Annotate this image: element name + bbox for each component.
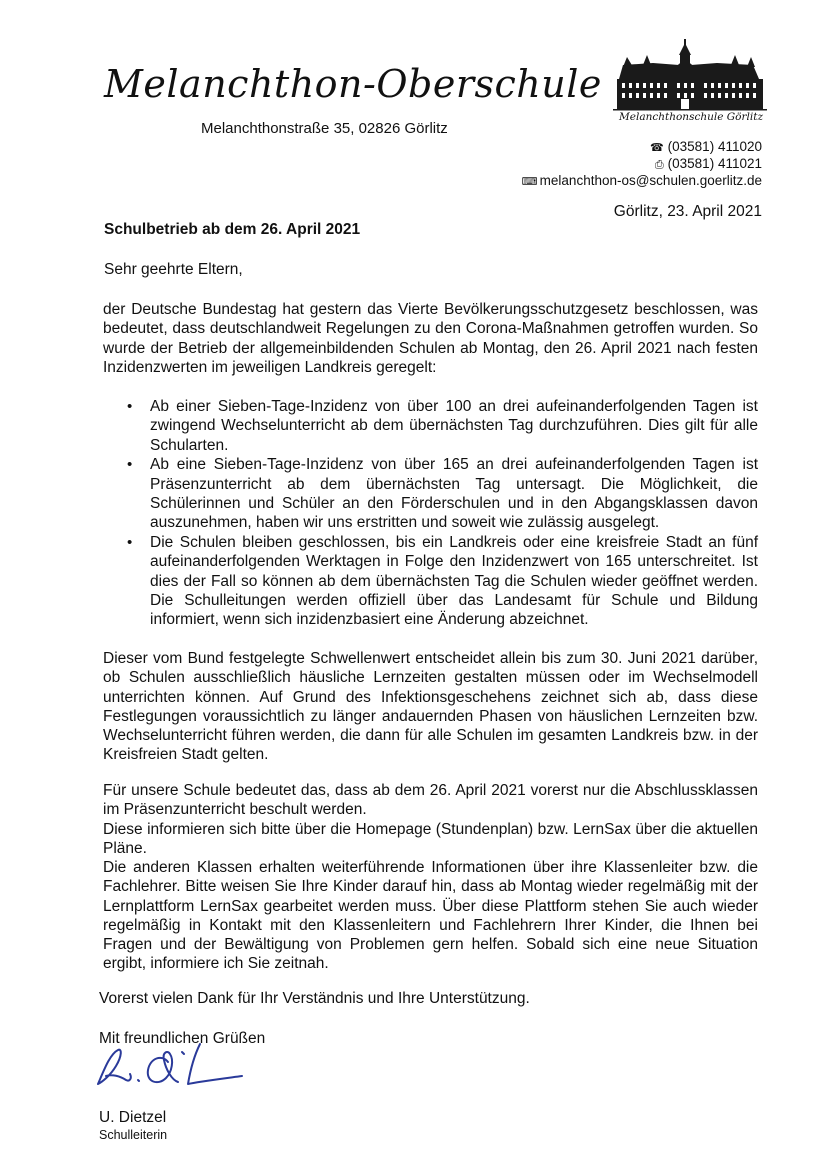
email-line	[522, 173, 762, 188]
logo-caption: Melanchthonschule Görlitz	[619, 111, 763, 123]
paragraph-school-2: Diese informieren sich bitte über die Homepage (Stundenplan) bzw. LernSax über die aktuellen Pläne.	[103, 821, 758, 858]
handwritten-signature	[92, 1040, 252, 1092]
letter-date: Görlitz, 23. April 2021	[613, 203, 762, 220]
list-item: • Ab eine Sieben-Tage-Inzidenz von über 165 an drei aufeinanderfolgenden Tagen ist Präsenzunterricht ab dem übernächsten Tag untersagt. Die Möglichkeit, die Schülerinnen und Schüler an den Förderschulen und in den Abgangsklassen davon auszunehmen, haben wir uns erstritten und soweit wie zulässig ausgelegt.	[127, 456, 758, 532]
email-icon: ⌨	[521, 176, 538, 188]
bullet-icon: •	[127, 398, 133, 415]
list-item: • Ab einer Sieben-Tage-Inzidenz von über 100 an drei aufeinanderfolgenden Tagen ist zwingend Wechselunterricht ab dem übernächsten Tag durchzuführen. Dies gilt für alle Schularten.	[127, 398, 758, 454]
phone-icon: ☎	[649, 142, 664, 154]
signer-role: Schulleiterin	[99, 1128, 168, 1142]
bullet-icon: •	[127, 533, 133, 551]
school-address: Melanchthonstraße 35, 02826 Görlitz	[201, 120, 448, 137]
letter-subject: Schulbetrieb ab dem 26. April 2021	[104, 221, 361, 238]
signer-name: U. Dietzel	[99, 1109, 167, 1126]
fax-line	[650, 156, 762, 172]
bullet-icon: •	[127, 456, 133, 474]
closing-thanks: Vorerst vielen Dank für Ihr Verständnis und Ihre Unterstützung.	[99, 990, 530, 1007]
list-item: • Die Schulen bleiben geschlossen, bis ein Landkreis oder eine kreisfreie Stadt an fünf aufeinanderfolgenden Werktagen in Folge den Inzidenzwert von 165 unterschreitet. Ist dies der Fall so können ab dem übernächsten Tag die Schulen wieder geöffnet werden. Die Schulleitungen werden offiziell über das Landesamt für Schule und Bildung informiert, wenn sich inzidenzbasiert eine Änderung abzeichnet.	[127, 533, 758, 629]
email-address: melanchthon-os@schulen.goerlitz.de	[539, 173, 762, 188]
phone-number: (03581) 411020	[667, 139, 762, 154]
fax-icon: ⎙	[654, 159, 664, 171]
paragraph-school-3: Die anderen Klassen erhalten weiterführende Informationen über ihre Klassenleiter bzw. die Fachlehrer. Bitte weisen Sie Ihre Kinder darauf hin, dass ab Montag wieder regelmäßig mit der Lernplattform LernSax gearbeitet werden muss. Über diese Plattform stehen Sie auch wieder regelmäßig in Kontakt mit den Klassenleitern und Fachlehrern Ihrer Kinder, die Ihnen bei Fragen und der Bewältigung von Problemen gern helfen. Sobald sich eine neue Situation ergibt, informiere ich Sie zeitnah.	[103, 859, 758, 973]
paragraph-school-1: Für unsere Schule bedeutet das, dass ab dem 26. April 2021 vorerst nur die Abschlussklassen im Präsenzunterricht beschult werden.	[103, 782, 758, 819]
school-name: Melanchthon-Oberschule	[104, 62, 602, 106]
fax-number: (03581) 411021	[667, 156, 762, 171]
phone-line	[650, 139, 762, 154]
paragraph-intro: der Deutsche Bundestag hat gestern das Vierte Bevölkerungsschutzgesetz beschlossen, was bedeutet, dass deutschlandweit Regelungen zu den Corona-Maßnahmen getroffen wurden. So wurde der Betrieb der allgemeinbildenden Schulen ab Montag, den 26. April 2021 nach festen Inzidenzwerten im jeweiligen Landkreis geregelt:	[103, 301, 758, 376]
greeting: Mit freundlichen Grüßen	[99, 1030, 266, 1047]
paragraph-threshold: Dieser vom Bund festgelegte Schwellenwert entscheidet allein bis zum 30. Juni 2021 darüber, ob Schulen ausschließlich häusliche Lernzeiten gestalten müssen oder im Wechselmodell unterrichten können. Auf Grund des Infektionsgeschehens zeichnet sich ab, dass diese Festlegungen voraussichtlich zu länger andauernden Phasen von häuslichen Lernzeiten bzw. Wechselunterricht führen werden, die dann für alle Schulen im gesamten Landkreis bzw. in der Kreisfreien Stadt gelten.	[103, 650, 758, 764]
regulation-list	[103, 397, 758, 630]
salutation: Sehr geehrte Eltern,	[104, 261, 243, 278]
